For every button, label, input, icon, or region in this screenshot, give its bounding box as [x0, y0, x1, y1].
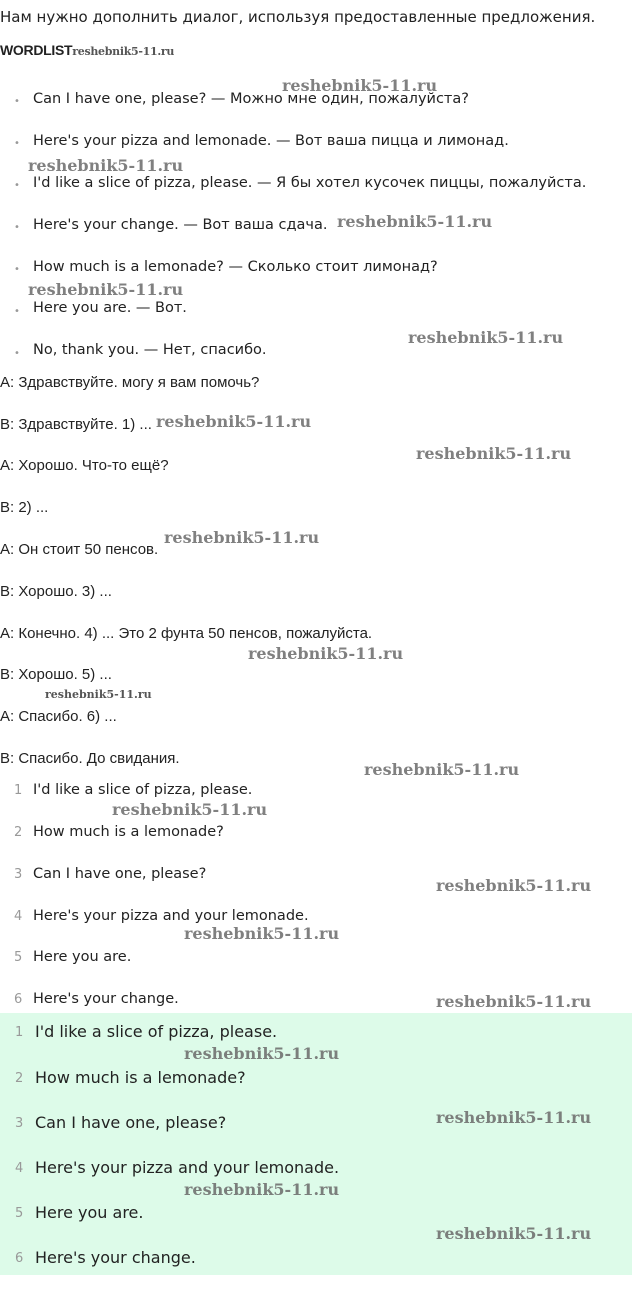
- bullet-icon: •: [14, 222, 20, 233]
- wordlist-title: WORDLIST: [0, 42, 73, 58]
- answer-number: 1: [14, 783, 23, 798]
- dialog-line: B: 2) ...: [0, 499, 49, 516]
- answer-number: 5: [15, 1206, 24, 1221]
- answer-text: Here you are.: [35, 1203, 144, 1222]
- bullet-icon: •: [14, 348, 20, 359]
- dialog-line: A: Спасибо. 6) ...: [0, 708, 117, 725]
- intro-text: Нам нужно дополнить диалог, используя предоставленные предложения.: [0, 8, 596, 26]
- dialog-line: B: Спасибо. До свидания.: [0, 750, 180, 767]
- watermark: reshebnik5-11.ru: [156, 412, 312, 431]
- watermark: reshebnik5-11.ru: [45, 688, 152, 701]
- answer-text: Can I have one, please?: [33, 866, 207, 882]
- answer-text: Can I have one, please?: [35, 1113, 227, 1132]
- answer-text: How much is a lemonade?: [33, 824, 224, 840]
- bullet-icon: •: [14, 96, 20, 107]
- answer-number: 4: [14, 909, 23, 924]
- word-item: Here's your change. — Вот ваша сдача.: [33, 217, 328, 233]
- answer-text: I'd like a slice of pizza, please.: [33, 782, 253, 798]
- watermark: reshebnik5-11.ru: [436, 1224, 592, 1243]
- watermark: reshebnik5-11.ru: [436, 1108, 592, 1127]
- dialog-line: A: Он стоит 50 пенсов.: [0, 541, 159, 558]
- watermark: reshebnik5-11.ru: [337, 212, 493, 231]
- answer-number: 4: [15, 1161, 24, 1176]
- watermark: reshebnik5-11.ru: [164, 528, 320, 547]
- dialog-line: A: Хорошо. Что-то ещё?: [0, 457, 169, 474]
- bullet-icon: •: [14, 264, 20, 275]
- answer-text: Here's your pizza and your lemonade.: [35, 1158, 340, 1177]
- dialog-line: A: Здравствуйте. могу я вам помочь?: [0, 374, 260, 391]
- watermark: reshebnik5-11.ru: [184, 924, 340, 943]
- wordlist-tag: reshebnik5-11.ru: [72, 45, 175, 58]
- word-item: Can I have one, please? — Можно мне один, пожалуйста?: [33, 91, 469, 107]
- answer-text: Here's your pizza and your lemonade.: [33, 908, 309, 924]
- watermark: reshebnik5-11.ru: [184, 1044, 340, 1063]
- watermark: reshebnik5-11.ru: [416, 444, 572, 463]
- answer-text: Here's your change.: [35, 1248, 196, 1267]
- word-item: How much is a lemonade? — Сколько стоит лимонад?: [33, 259, 438, 275]
- answer-number: 3: [14, 867, 23, 882]
- watermark: reshebnik5-11.ru: [436, 992, 592, 1011]
- wordlist-heading: [0, 42, 174, 58]
- answer-number: 3: [15, 1116, 24, 1131]
- watermark: reshebnik5-11.ru: [408, 328, 564, 347]
- watermark: reshebnik5-11.ru: [436, 876, 592, 895]
- dialog-line: B: Здравствуйте. 1) ...: [0, 416, 152, 433]
- watermark: reshebnik5-11.ru: [248, 644, 404, 663]
- dialog-line: B: Хорошо. 5) ...: [0, 666, 112, 683]
- bullet-icon: •: [14, 138, 20, 149]
- answer-text: Here you are.: [33, 949, 132, 965]
- word-item: No, thank you. — Нет, спасибо.: [33, 342, 267, 358]
- word-item: Here's your pizza and lemonade. — Вот ваша пицца и лимонад.: [33, 133, 509, 149]
- bullet-icon: •: [14, 180, 20, 191]
- answer-text: I'd like a slice of pizza, please.: [35, 1022, 278, 1041]
- word-item: Here you are. — Вот.: [33, 300, 187, 316]
- answer-number: 1: [15, 1025, 24, 1040]
- bullet-icon: •: [14, 306, 20, 317]
- watermark: reshebnik5-11.ru: [112, 800, 268, 819]
- answer-number: 5: [14, 950, 23, 965]
- watermark: reshebnik5-11.ru: [282, 76, 438, 95]
- answer-number: 6: [14, 992, 23, 1007]
- word-item: I'd like a slice of pizza, please. — Я бы хотел кусочек пиццы, пожалуйста.: [33, 175, 587, 191]
- answer-text: Here's your change.: [33, 991, 179, 1007]
- answer-text: How much is a lemonade?: [35, 1068, 246, 1087]
- answer-number: 6: [15, 1251, 24, 1266]
- dialog-line: A: Конечно. 4) ... Это 2 фунта 50 пенсов, пожалуйста.: [0, 625, 373, 642]
- watermark: reshebnik5-11.ru: [28, 156, 184, 175]
- watermark: reshebnik5-11.ru: [364, 760, 520, 779]
- answer-number: 2: [15, 1071, 24, 1086]
- watermark: reshebnik5-11.ru: [28, 280, 184, 299]
- answer-number: 2: [14, 825, 23, 840]
- dialog-line: B: Хорошо. 3) ...: [0, 583, 112, 600]
- watermark: reshebnik5-11.ru: [184, 1180, 340, 1199]
